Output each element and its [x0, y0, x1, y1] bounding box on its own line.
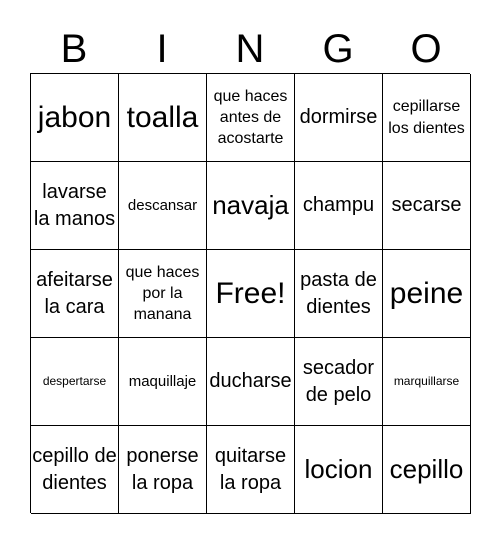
bingo-cell[interactable]: secarse — [383, 162, 471, 250]
bingo-header — [30, 24, 470, 74]
header-letter-i: I — [156, 27, 168, 71]
bingo-cell[interactable]: toalla — [119, 74, 207, 162]
bingo-free-cell[interactable]: Free! — [207, 250, 295, 338]
bingo-cell[interactable]: cepillo — [383, 426, 471, 514]
bingo-cell[interactable]: que haces por la manana — [119, 250, 207, 338]
bingo-cell[interactable]: afeitarse la cara — [31, 250, 119, 338]
bingo-cell[interactable]: que haces antes de acostarte — [207, 74, 295, 162]
bingo-cell[interactable]: cepillarse los dientes — [383, 74, 471, 162]
bingo-cell[interactable]: quitarse la ropa — [207, 426, 295, 514]
bingo-cell[interactable]: ducharse — [207, 338, 295, 426]
header-letter-n: N — [235, 27, 265, 71]
bingo-board — [30, 73, 470, 513]
header-letter-b: B — [60, 27, 88, 71]
header-letter-o: O — [410, 27, 442, 71]
bingo-cell[interactable]: descansar — [119, 162, 207, 250]
bingo-cell[interactable]: despertarse — [31, 338, 119, 426]
bingo-cell[interactable]: peine — [383, 250, 471, 338]
bingo-cell[interactable]: marquillarse — [383, 338, 471, 426]
bingo-cell[interactable]: cepillo de dientes — [31, 426, 119, 514]
bingo-cell[interactable]: locion — [295, 426, 383, 514]
bingo-cell[interactable]: lavarse la manos — [31, 162, 119, 250]
bingo-cell[interactable]: maquillaje — [119, 338, 207, 426]
bingo-cell[interactable]: dormirse — [295, 74, 383, 162]
header-letter-g: G — [322, 27, 354, 71]
bingo-cell[interactable]: pasta de dientes — [295, 250, 383, 338]
bingo-cell[interactable]: jabon — [31, 74, 119, 162]
bingo-cell[interactable]: navaja — [207, 162, 295, 250]
bingo-cell[interactable]: secador de pelo — [295, 338, 383, 426]
bingo-cell[interactable]: ponerse la ropa — [119, 426, 207, 514]
bingo-cell[interactable]: champu — [295, 162, 383, 250]
